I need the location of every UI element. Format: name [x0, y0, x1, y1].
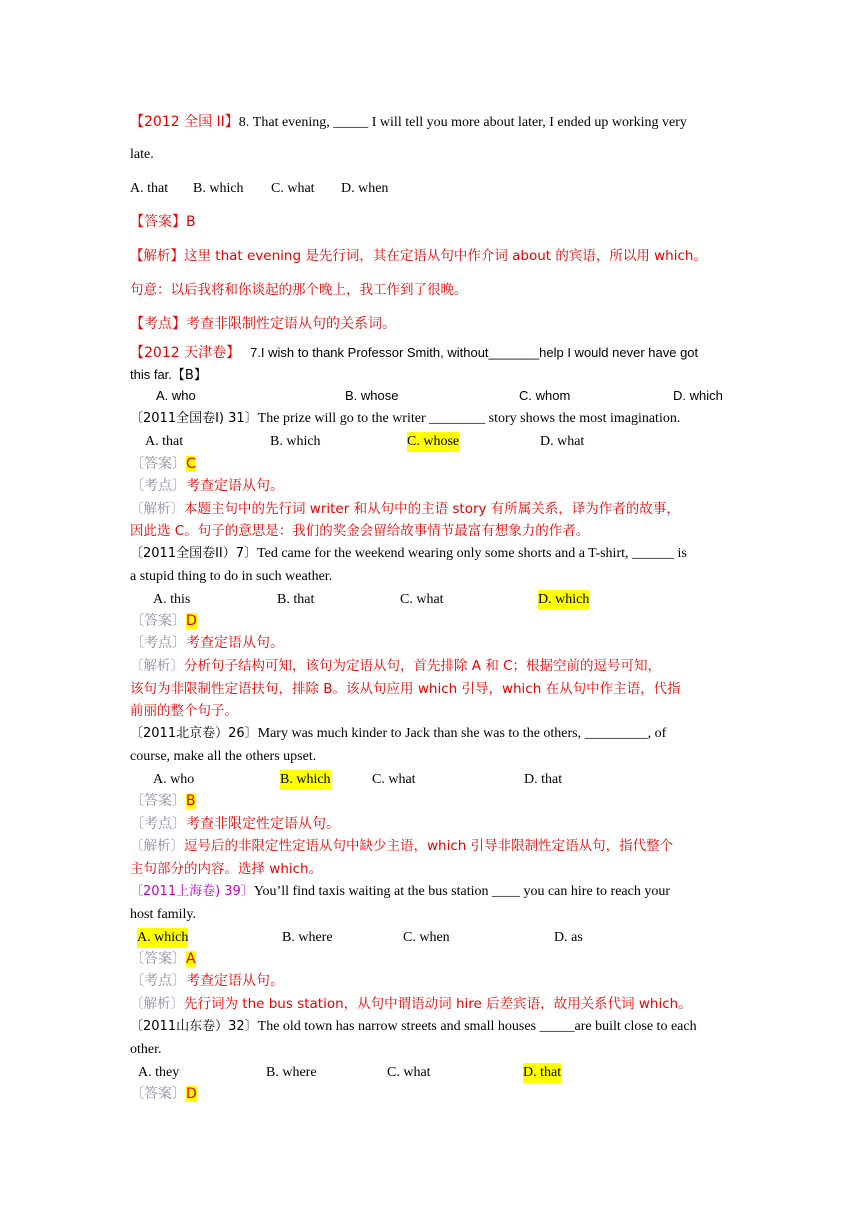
- q3-answer-label: 〔答案〕: [130, 456, 186, 472]
- q6-analysis-label: 〔解析〕: [130, 996, 184, 1012]
- q5-analysis-label: 〔解析〕: [130, 838, 184, 854]
- q4-answer-value: D: [186, 613, 197, 629]
- q3-point-text: 考查定语从句。: [186, 478, 284, 494]
- q3-option-b: B. which: [270, 434, 321, 449]
- q5-stem-line-1: [130, 724, 732, 744]
- q5-answer: [130, 791, 732, 811]
- q4-analysis-label: 〔解析〕: [130, 658, 184, 674]
- q7-stem-line-2: [130, 1040, 732, 1060]
- q6-stem-2: host family.: [130, 907, 196, 922]
- q6-source: 〔2011上海卷) 39〕: [130, 884, 254, 899]
- q4-option-c: C. what: [400, 592, 444, 607]
- q5-option-b: B. which: [280, 770, 331, 790]
- q6-point-label: 〔考点〕: [130, 973, 186, 989]
- q2-option-c: C. whom: [519, 388, 571, 403]
- q6-analysis-text-1: 先行词为 the bus station，从句中谓语动词 hire 后差宾语，故用关系代词 which。: [184, 996, 692, 1012]
- q2-stem-line-2: [130, 365, 732, 386]
- q4-point: [130, 633, 732, 653]
- q2-option-d: D. which: [673, 388, 723, 403]
- q4-point-text: 考查定语从句。: [186, 635, 284, 651]
- q7-source: 〔2011山东卷）32〕: [130, 1019, 258, 1034]
- q4-option-b: B. that: [277, 592, 315, 607]
- q7-option-d: D. that: [523, 1063, 561, 1083]
- q5-point-label: 〔考点〕: [130, 816, 186, 832]
- q1-option-d: D. when: [341, 181, 389, 196]
- q2-stem-1: 7.I wish to thank Professor Smith, without_______help I would never have got: [250, 345, 699, 360]
- q3-stem-1: The prize will go to the writer ________ story shows the most imagination.: [257, 411, 681, 426]
- q4-point-label: 〔考点〕: [130, 635, 186, 651]
- q4-analysis-3: 前丽的整个句子。: [130, 703, 238, 719]
- q2-source: 【2012 天津卷】: [130, 345, 241, 361]
- q3-analysis-text-1: 本题主句中的先行词 writer 和从句中的主语 story 有所属关系，译为作者的故事，: [184, 501, 680, 517]
- q7-option-c: C. what: [387, 1065, 431, 1080]
- q6-stem-line-1: [130, 882, 732, 902]
- q6-option-a: A. which: [137, 928, 188, 948]
- q5-option-c: C. what: [372, 772, 416, 787]
- q4-source: 〔2011全国卷II）7〕: [130, 546, 258, 561]
- q1-option-a: A. that: [130, 181, 169, 196]
- q3-point: [130, 476, 732, 496]
- q2-option-a: A. who: [156, 388, 196, 403]
- q2-answer-inline: 【B】: [171, 368, 207, 383]
- q1-analysis-1: [130, 246, 732, 266]
- q3-answer-value: C: [186, 456, 196, 472]
- q3-option-d: D. what: [540, 434, 585, 449]
- q7-stem-2: other.: [130, 1042, 162, 1057]
- q1-analysis-2: 句意：以后我将和你谈起的那个晚上，我工作到了很晚。: [130, 282, 468, 298]
- q7-stem-1: The old town has narrow streets and small houses _____are built close to each: [257, 1019, 697, 1034]
- q6-analysis-1: [130, 994, 732, 1014]
- q1-point-label: 【考点】: [130, 316, 186, 332]
- q2-stem-2: this far.: [130, 367, 172, 382]
- q5-answer-label: 〔答案〕: [130, 793, 186, 809]
- q7-option-b: B. where: [266, 1065, 317, 1080]
- q1-analysis-label: 【解析】: [130, 248, 184, 264]
- q1-option-b: B. which: [193, 181, 244, 196]
- q3-stem-line-1: [130, 409, 732, 429]
- q4-answer: [130, 611, 732, 631]
- q5-stem-1: Mary was much kinder to Jack than she was to the others, _________, of: [257, 726, 667, 741]
- q5-analysis-1: [130, 836, 732, 856]
- q1-option-c: C. what: [271, 181, 315, 196]
- q5-option-d: D. that: [524, 772, 563, 787]
- q1-answer-label: 【答案】: [130, 214, 186, 230]
- q6-answer-value: A: [186, 951, 196, 967]
- q5-stem-line-2: [130, 747, 732, 767]
- q5-analysis-2: 主句部分的内容。选择 which。: [130, 861, 323, 877]
- q5-answer-value: B: [186, 793, 196, 809]
- q1-stem-line-2: [130, 145, 732, 165]
- q3-point-label: 〔考点〕: [130, 478, 186, 494]
- q6-option-d: D. as: [554, 930, 583, 945]
- q1-stem-2: late.: [130, 147, 154, 162]
- q1-point: [130, 314, 732, 334]
- q6-option-b: B. where: [282, 930, 333, 945]
- q4-analysis-1: [130, 656, 732, 676]
- q4-answer-label: 〔答案〕: [130, 613, 186, 629]
- q6-answer-label: 〔答案〕: [130, 951, 186, 967]
- q4-analysis-text-1: 分析句子结构可知，该句为定语从句，首先排除 A 和 C；根据空前的逗号可知，: [184, 658, 662, 674]
- q1-point-text: 考查非限制性定语从句的关系词。: [186, 316, 396, 332]
- q4-stem-line-1: [130, 544, 732, 564]
- q3-source: 〔2011全国卷I) 31〕: [130, 411, 258, 426]
- q3-analysis-1: [130, 499, 732, 519]
- q6-point: [130, 971, 732, 991]
- q4-stem-2: a stupid thing to do in such weather.: [130, 569, 333, 584]
- q4-option-a: A. this: [153, 592, 191, 607]
- q7-stem-line-1: [130, 1017, 732, 1037]
- q1-source: 【2012 全国 II】: [130, 114, 239, 130]
- q4-option-d: D. which: [538, 590, 589, 610]
- q1-stem-1: 8. That evening, _____ I will tell you more about later, I ended up working very: [238, 115, 687, 130]
- q4-stem-1: Ted came for the weekend wearing only some shorts and a T-shirt, ______ is: [257, 546, 687, 561]
- q5-source: 〔2011北京卷）26〕: [130, 726, 258, 741]
- q6-point-text: 考查定语从句。: [186, 973, 284, 989]
- q2-option-b: B. whose: [345, 388, 399, 403]
- q4-analysis-2: 该句为非限制性定语扶句，排除 B。该从句应用 which 引导，which 在从句中作主语，代指: [130, 681, 681, 697]
- q1-answer-value: B: [186, 214, 196, 230]
- q4-stem-line-2: [130, 567, 732, 587]
- q3-answer: [130, 454, 732, 474]
- q7-answer-label: 〔答案〕: [130, 1086, 186, 1102]
- q1-stem-line-1: [130, 112, 732, 133]
- q5-option-a: A. who: [153, 772, 195, 787]
- q1-analysis-text-1: 这里 that evening 是先行词，其在定语从句中作介词 about 的宾语，所以用 which。: [184, 248, 707, 264]
- q3-option-c: C. whose: [407, 432, 459, 452]
- q7-answer-value: D: [186, 1086, 197, 1102]
- q3-analysis-2: 因此选 C。句子的意思是：我们的奖金会留给故事情节最富有想象力的作者。: [130, 523, 590, 539]
- q6-option-c: C. when: [403, 930, 450, 945]
- q5-point: [130, 814, 732, 834]
- q6-answer: [130, 949, 732, 969]
- q6-stem-line-2: [130, 905, 732, 925]
- q6-stem-1: You’ll find taxis waiting at the bus station ____ you can hire to reach your: [253, 884, 671, 899]
- q3-option-a: A. that: [145, 434, 184, 449]
- q7-option-a: A. they: [138, 1065, 180, 1080]
- q7-answer: [130, 1084, 732, 1104]
- q5-stem-2: course, make all the others upset.: [130, 749, 317, 764]
- q3-analysis-label: 〔解析〕: [130, 501, 184, 517]
- q2-stem-line-1: [130, 343, 732, 363]
- q5-analysis-text-1: 逗号后的非限定性定语从句中缺少主语，which 引导非限制性定语从句，指代整个: [184, 838, 674, 854]
- q1-answer: [130, 212, 732, 232]
- q5-point-text: 考查非限定性定语从句。: [186, 816, 340, 832]
